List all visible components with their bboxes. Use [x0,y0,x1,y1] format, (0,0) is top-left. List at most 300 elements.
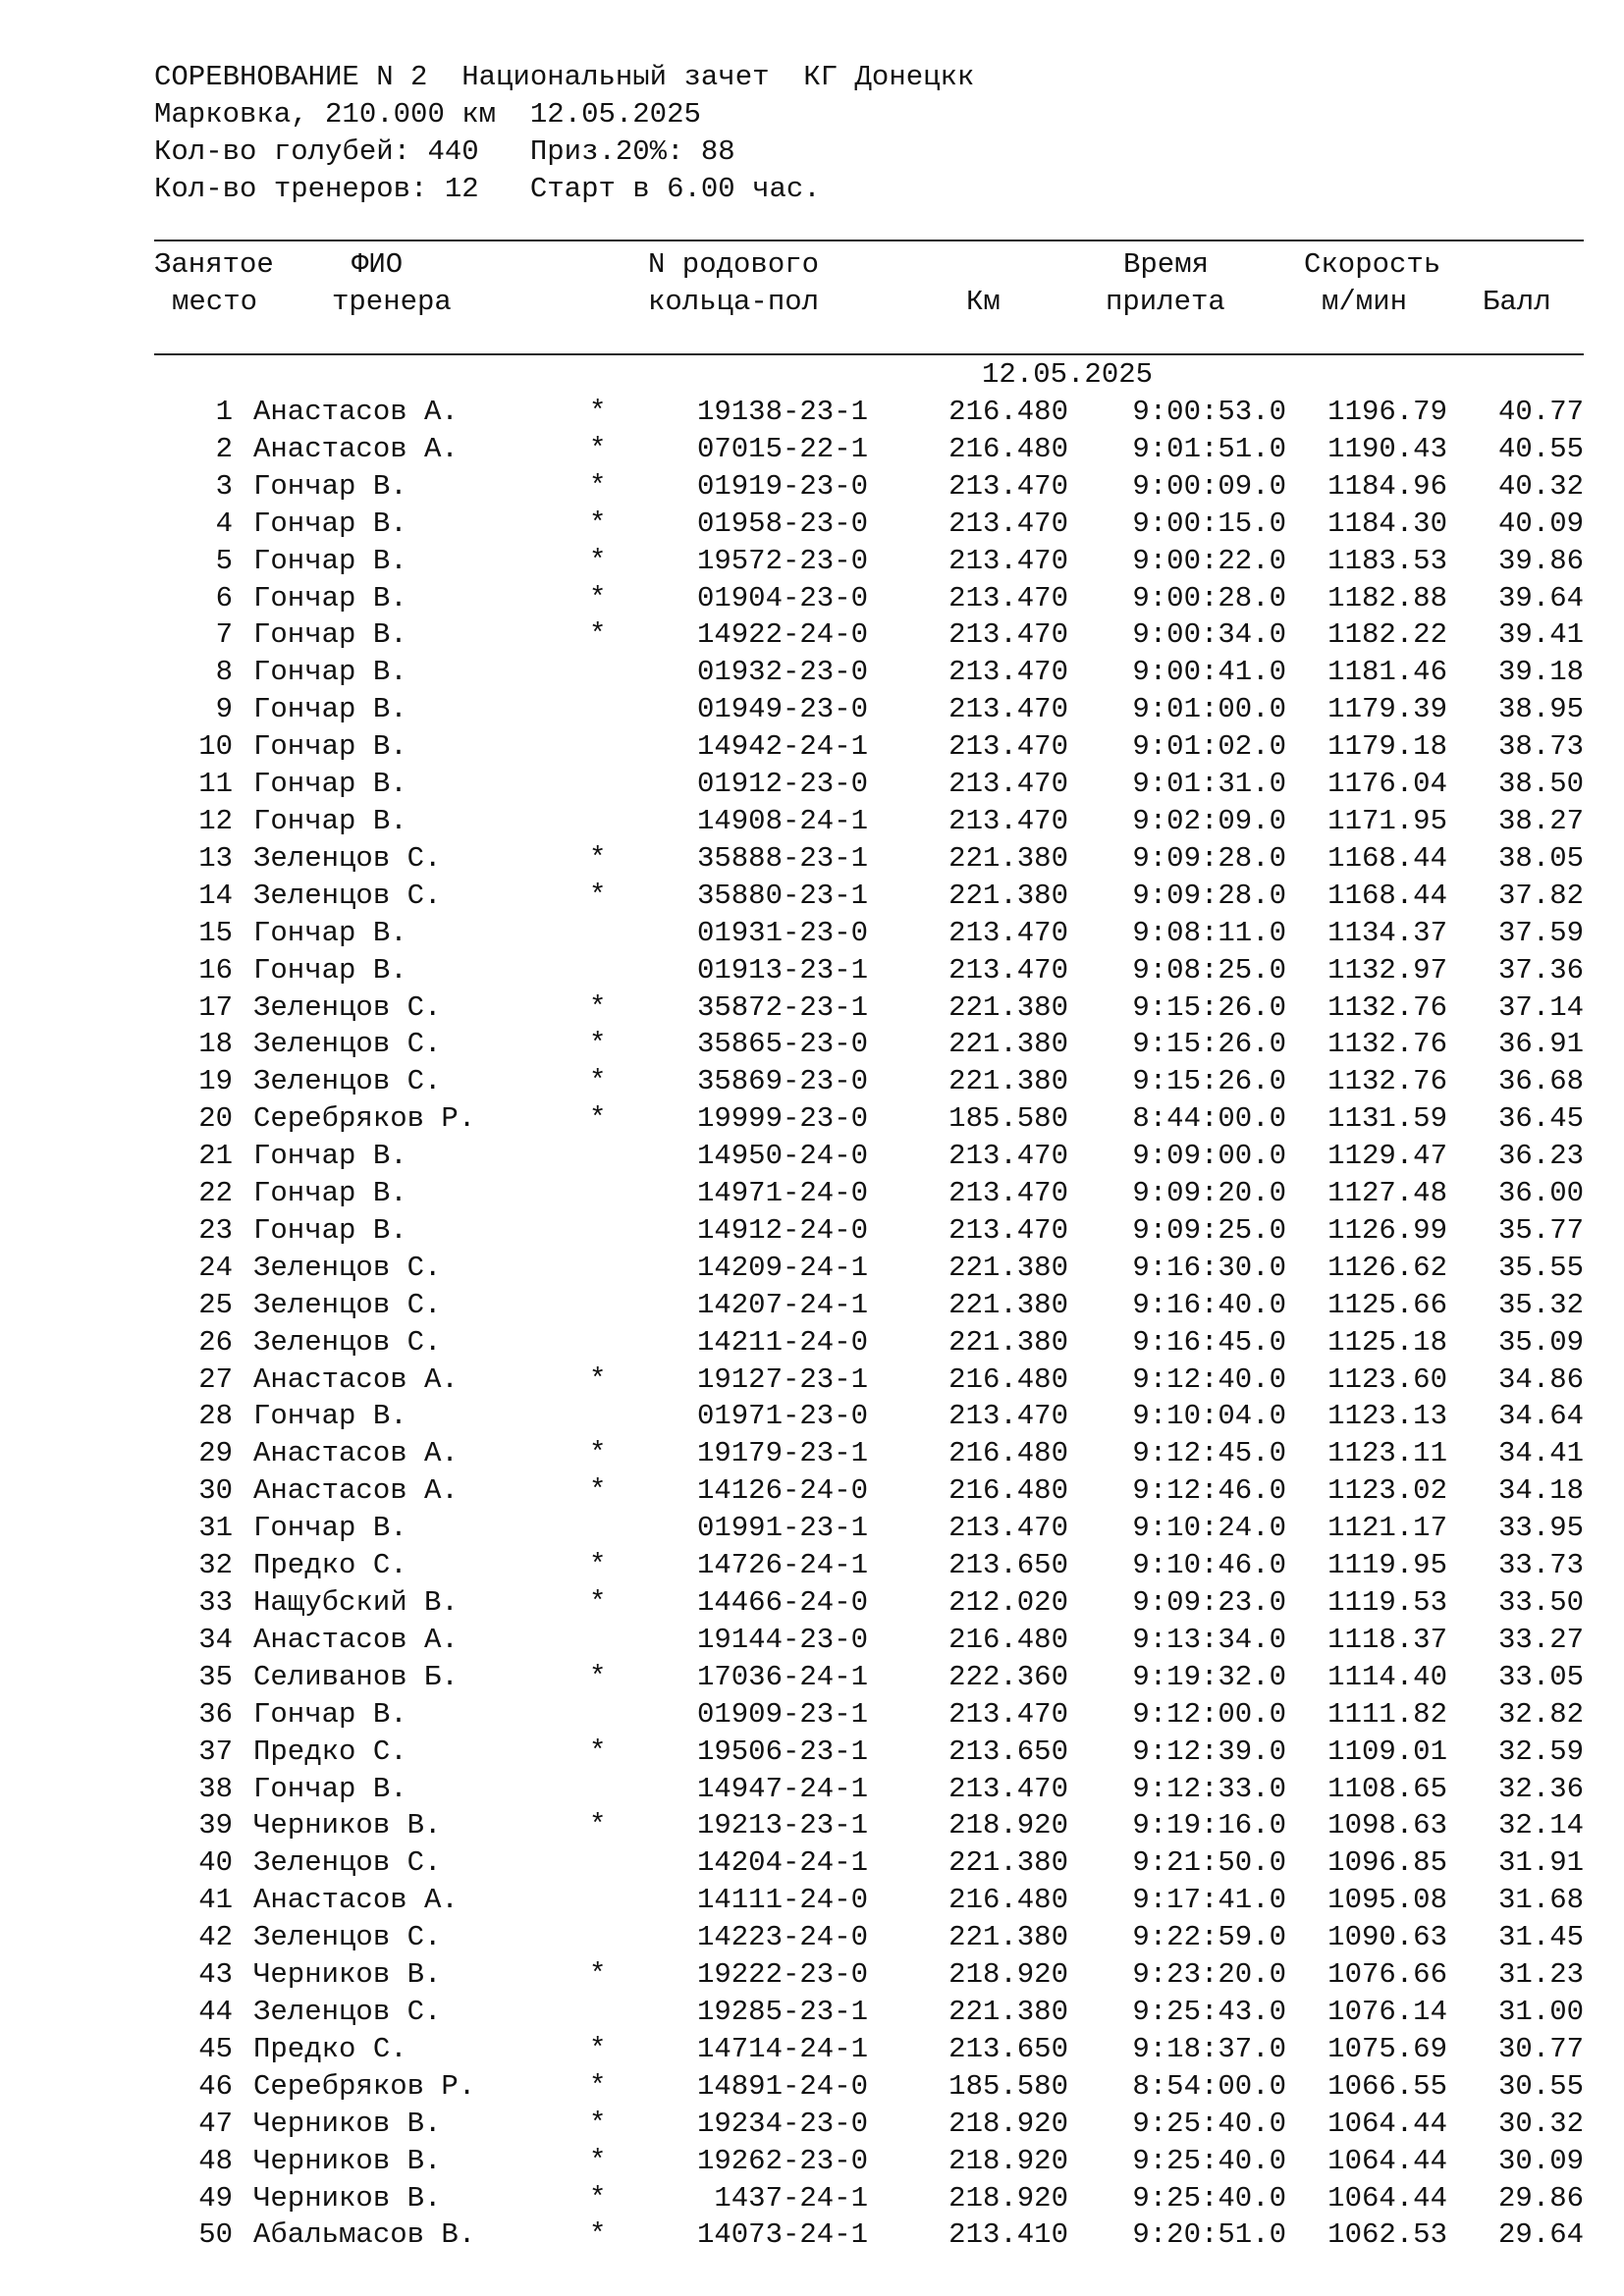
speed-cell: 1125.66 [1327,1288,1447,1321]
trainer-name-cell: Нащубский В. [253,1586,459,1619]
speed-cell: 1123.13 [1327,1400,1447,1433]
points-cell: 37.59 [1497,916,1584,949]
ring-number-cell: 19138-23-1 [696,396,868,428]
trainer-name-cell: Гончар В. [253,544,407,577]
distance-cell: 213.470 [948,544,1068,577]
distance-cell: 185.580 [948,2069,1068,2103]
speed-cell: 1123.02 [1327,1474,1447,1508]
points-cell: 30.77 [1497,2032,1584,2065]
table-row [0,1026,1624,1063]
table-row [0,1510,1624,1547]
distance-cell: 213.470 [948,618,1068,652]
table-row [0,915,1624,952]
speed-cell: 1119.95 [1327,1549,1447,1582]
place-cell: 1 [215,396,233,428]
ring-number-cell: 35872-23-1 [696,990,868,1024]
speed-cell: 1114.40 [1327,1660,1447,1693]
table-row [0,1212,1624,1250]
star-mark: * [589,1362,607,1396]
distance-cell: 216.480 [948,1474,1068,1508]
points-cell: 31.45 [1497,1921,1584,1954]
table-row [0,1175,1624,1212]
star-mark: * [589,396,607,428]
speed-cell: 1064.44 [1327,2107,1447,2140]
star-mark: * [589,1549,607,1582]
trainer-name-cell: Гончар В. [253,1512,407,1545]
speed-cell: 1123.11 [1327,1437,1447,1470]
star-mark: * [589,581,607,614]
arrival-time-cell: 9:09:28.0 [1132,879,1286,912]
trainer-name-cell: Гончар В. [253,1697,407,1731]
trainer-name-cell: Гончар В. [253,1213,407,1247]
speed-cell: 1168.44 [1327,879,1447,912]
ring-number-cell: 19144-23-0 [696,1623,868,1656]
table-row [0,1584,1624,1622]
ring-number-cell: 14204-24-1 [696,1846,868,1880]
star-mark: * [589,1474,607,1508]
ring-number-cell: 01904-23-0 [696,581,868,614]
place-cell: 49 [198,2181,233,2215]
arrival-time-cell: 9:18:37.0 [1132,2032,1286,2065]
trainer-name-cell: Гончар В. [253,507,407,540]
points-cell: 37.14 [1497,990,1584,1024]
distance-cell: 218.920 [948,1809,1068,1842]
arrival-time-cell: 9:00:53.0 [1132,396,1286,428]
trainer-name-cell: Зеленцов С. [253,1325,442,1359]
ring-number-cell: 35865-23-0 [696,1028,868,1061]
table-row [0,468,1624,506]
place-cell: 18 [198,1028,233,1061]
trainer-name-cell: Зеленцов С. [253,841,442,875]
place-cell: 22 [198,1177,233,1210]
arrival-time-cell: 9:17:41.0 [1132,1884,1286,1917]
ring-number-cell: 19572-23-0 [696,544,868,577]
place-cell: 25 [198,1288,233,1321]
col-ring-bottom: кольца-пол [648,286,820,318]
speed-cell: 1090.63 [1327,1921,1447,1954]
trainer-name-cell: Гончар В. [253,804,407,837]
speed-cell: 1132.76 [1327,1028,1447,1061]
place-cell: 8 [215,656,233,689]
place-cell: 48 [198,2144,233,2177]
distance-cell: 213.470 [948,768,1068,801]
ring-number-cell: 14912-24-0 [696,1213,868,1247]
points-cell: 31.00 [1497,1995,1584,2028]
arrival-time-cell: 9:13:34.0 [1132,1623,1286,1656]
ring-number-cell: 01913-23-1 [696,953,868,987]
table-row [0,1771,1624,1808]
ring-number-cell: 35888-23-1 [696,841,868,875]
trainer-name-cell: Гончар В. [253,730,407,764]
table-row [0,1250,1624,1287]
arrival-time-cell: 9:01:31.0 [1132,768,1286,801]
distance-cell: 212.020 [948,1586,1068,1619]
place-cell: 43 [198,1958,233,1992]
place-cell: 28 [198,1400,233,1433]
table-row [0,394,1624,431]
col-ball: Балл [1483,286,1551,318]
speed-cell: 1118.37 [1327,1623,1447,1656]
table-row [0,2143,1624,2180]
arrival-time-cell: 9:00:09.0 [1132,469,1286,503]
table-row [0,766,1624,803]
speed-cell: 1127.48 [1327,1177,1447,1210]
star-mark: * [589,544,607,577]
distance-cell: 221.380 [948,1995,1068,2028]
arrival-time-cell: 9:16:40.0 [1132,1288,1286,1321]
speed-cell: 1096.85 [1327,1846,1447,1880]
table-row [0,654,1624,691]
trainer-name-cell: Предко С. [253,1549,407,1582]
ring-number-cell: 14466-24-0 [696,1586,868,1619]
distance-cell: 213.470 [948,507,1068,540]
ring-number-cell: 17036-24-1 [696,1660,868,1693]
table-row [0,1994,1624,2031]
trainer-name-cell: Гончар В. [253,916,407,949]
date-group-label: 12.05.2025 [982,358,1154,391]
table-row [0,1844,1624,1882]
table-row [0,506,1624,543]
star-mark: * [589,2218,607,2252]
arrival-time-cell: 9:16:45.0 [1132,1325,1286,1359]
points-cell: 33.50 [1497,1586,1584,1619]
points-cell: 33.95 [1497,1512,1584,1545]
points-cell: 38.73 [1497,730,1584,764]
table-row [0,580,1624,617]
speed-cell: 1095.08 [1327,1884,1447,1917]
table-row [0,1696,1624,1734]
points-cell: 35.32 [1497,1288,1584,1321]
ring-number-cell: 35880-23-1 [696,879,868,912]
arrival-time-cell: 9:01:02.0 [1132,730,1286,764]
arrival-time-cell: 9:01:00.0 [1132,693,1286,726]
speed-cell: 1066.55 [1327,2069,1447,2103]
trainer-name-cell: Анастасов А. [253,1362,459,1396]
distance-cell: 213.410 [948,2218,1068,2252]
trainer-name-cell: Гончар В. [253,469,407,503]
points-cell: 33.73 [1497,1549,1584,1582]
points-cell: 36.23 [1497,1140,1584,1173]
table-row [0,1063,1624,1100]
distance-cell: 185.580 [948,1102,1068,1136]
speed-cell: 1182.88 [1327,581,1447,614]
place-cell: 38 [198,1772,233,1805]
ring-number-cell: 14207-24-1 [696,1288,868,1321]
table-row [0,803,1624,840]
place-cell: 21 [198,1140,233,1173]
distance-cell: 213.470 [948,1213,1068,1247]
place-cell: 5 [215,544,233,577]
header-top-rule [154,240,1584,241]
ring-number-cell: 14209-24-1 [696,1251,868,1284]
points-cell: 32.14 [1497,1809,1584,1842]
points-cell: 39.41 [1497,618,1584,652]
ring-number-cell: 01909-23-1 [696,1697,868,1731]
trainer-name-cell: Зеленцов С. [253,1288,442,1321]
trainer-name-cell: Предко С. [253,1735,407,1768]
table-row [0,691,1624,728]
speed-cell: 1129.47 [1327,1140,1447,1173]
distance-cell: 213.470 [948,1177,1068,1210]
star-mark: * [589,1586,607,1619]
competition-title: СОРЕВНОВАНИЕ N 2 Национальный зачет КГ Донецкк [154,61,975,93]
trainers-count-line: Кол-во тренеров: 12 Старт в 6.00 час. [154,173,821,205]
distance-cell: 213.470 [948,1512,1068,1545]
trainer-name-cell: Гончар В. [253,1400,407,1433]
table-row [0,952,1624,989]
points-cell: 33.05 [1497,1660,1584,1693]
table-row [0,2031,1624,2068]
distance-cell: 218.920 [948,2107,1068,2140]
speed-cell: 1183.53 [1327,544,1447,577]
arrival-time-cell: 9:01:51.0 [1132,432,1286,465]
speed-cell: 1111.82 [1327,1697,1447,1731]
arrival-time-cell: 9:02:09.0 [1132,804,1286,837]
distance-cell: 221.380 [948,1288,1068,1321]
table-row [0,1734,1624,1771]
place-cell: 4 [215,507,233,540]
distance-cell: 213.470 [948,656,1068,689]
trainer-name-cell: Черников В. [253,2181,442,2215]
trainer-name-cell: Гончар В. [253,768,407,801]
trainer-name-cell: Анастасов А. [253,432,459,465]
place-cell: 47 [198,2107,233,2140]
ring-number-cell: 19222-23-0 [696,1958,868,1992]
speed-cell: 1064.44 [1327,2144,1447,2177]
trainer-name-cell: Зеленцов С. [253,1921,442,1954]
table-row [0,1435,1624,1472]
speed-cell: 1184.30 [1327,507,1447,540]
speed-cell: 1134.37 [1327,916,1447,949]
speed-cell: 1181.46 [1327,656,1447,689]
arrival-time-cell: 9:19:32.0 [1132,1660,1286,1693]
star-mark: * [589,1958,607,1992]
star-mark: * [589,1809,607,1842]
points-cell: 34.41 [1497,1437,1584,1470]
trainer-name-cell: Гончар В. [253,581,407,614]
table-row [0,1398,1624,1435]
col-name-bottom: тренера [332,286,452,318]
speed-cell: 1176.04 [1327,768,1447,801]
arrival-time-cell: 9:08:25.0 [1132,953,1286,987]
place-cell: 24 [198,1251,233,1284]
arrival-time-cell: 9:23:20.0 [1132,1958,1286,1992]
trainer-name-cell: Предко С. [253,2032,407,2065]
arrival-time-cell: 9:10:46.0 [1132,1549,1286,1582]
place-cell: 29 [198,1437,233,1470]
arrival-time-cell: 8:44:00.0 [1132,1102,1286,1136]
arrival-time-cell: 9:00:15.0 [1132,507,1286,540]
ring-number-cell: 01991-23-1 [696,1512,868,1545]
trainer-name-cell: Зеленцов С. [253,1846,442,1880]
arrival-time-cell: 9:15:26.0 [1132,990,1286,1024]
points-cell: 31.23 [1497,1958,1584,1992]
speed-cell: 1132.76 [1327,1065,1447,1098]
distance-cell: 216.480 [948,1884,1068,1917]
trainer-name-cell: Зеленцов С. [253,879,442,912]
table-row [0,1956,1624,1994]
arrival-time-cell: 9:09:23.0 [1132,1586,1286,1619]
points-cell: 38.95 [1497,693,1584,726]
distance-cell: 213.470 [948,1400,1068,1433]
place-cell: 33 [198,1586,233,1619]
table-row [0,2180,1624,2217]
star-mark: * [589,2107,607,2140]
trainer-name-cell: Черников В. [253,2144,442,2177]
arrival-time-cell: 9:19:16.0 [1132,1809,1286,1842]
col-speed-bottom: м/мин [1322,286,1408,318]
arrival-time-cell: 9:09:25.0 [1132,1213,1286,1247]
points-cell: 33.27 [1497,1623,1584,1656]
col-time-bottom: прилета [1106,286,1225,318]
arrival-time-cell: 9:25:40.0 [1132,2144,1286,2177]
place-cell: 34 [198,1623,233,1656]
place-cell: 9 [215,693,233,726]
place-cell: 6 [215,581,233,614]
distance-cell: 222.360 [948,1660,1068,1693]
star-mark: * [589,1735,607,1768]
arrival-time-cell: 9:25:40.0 [1132,2181,1286,2215]
distance-cell: 221.380 [948,841,1068,875]
ring-number-cell: 19213-23-1 [696,1809,868,1842]
distance-cell: 218.920 [948,1958,1068,1992]
table-row [0,1882,1624,1919]
place-cell: 36 [198,1697,233,1731]
arrival-time-cell: 9:22:59.0 [1132,1921,1286,1954]
trainer-name-cell: Гончар В. [253,1177,407,1210]
distance-cell: 221.380 [948,1921,1068,1954]
trainer-name-cell: Анастасов А. [253,1884,459,1917]
distance-cell: 216.480 [948,1623,1068,1656]
arrival-time-cell: 9:16:30.0 [1132,1251,1286,1284]
place-cell: 10 [198,730,233,764]
place-cell: 35 [198,1660,233,1693]
arrival-time-cell: 8:54:00.0 [1132,2069,1286,2103]
points-cell: 35.77 [1497,1213,1584,1247]
ring-number-cell: 19285-23-1 [696,1995,868,2028]
distance-cell: 221.380 [948,1028,1068,1061]
speed-cell: 1075.69 [1327,2032,1447,2065]
points-cell: 31.68 [1497,1884,1584,1917]
points-cell: 38.50 [1497,768,1584,801]
points-cell: 37.82 [1497,879,1584,912]
place-cell: 27 [198,1362,233,1396]
col-time-top: Время [1123,248,1210,281]
arrival-time-cell: 9:10:24.0 [1132,1512,1286,1545]
points-cell: 35.55 [1497,1251,1584,1284]
speed-cell: 1196.79 [1327,396,1447,428]
distance-cell: 216.480 [948,432,1068,465]
speed-cell: 1125.18 [1327,1325,1447,1359]
table-row [0,2106,1624,2143]
star-mark: * [589,1660,607,1693]
col-place-top: Занятое [154,248,274,281]
arrival-time-cell: 9:20:51.0 [1132,2218,1286,2252]
speed-cell: 1119.53 [1327,1586,1447,1619]
star-mark: * [589,2069,607,2103]
trainer-name-cell: Анастасов А. [253,1623,459,1656]
table-row [0,1919,1624,1956]
speed-cell: 1098.63 [1327,1809,1447,1842]
table-row [0,616,1624,654]
star-mark: * [589,841,607,875]
distance-cell: 213.650 [948,1735,1068,1768]
place-cell: 19 [198,1065,233,1098]
col-km: Км [966,286,1001,318]
points-cell: 31.91 [1497,1846,1584,1880]
star-mark: * [589,507,607,540]
table-row [0,1547,1624,1584]
trainer-name-cell: Гончар В. [253,618,407,652]
speed-cell: 1126.62 [1327,1251,1447,1284]
points-cell: 30.55 [1497,2069,1584,2103]
points-cell: 38.27 [1497,804,1584,837]
ring-number-cell: 14223-24-0 [696,1921,868,1954]
distance-cell: 213.470 [948,730,1068,764]
star-mark: * [589,1065,607,1098]
trainer-name-cell: Гончар В. [253,1772,407,1805]
ring-number-cell: 01949-23-0 [696,693,868,726]
arrival-time-cell: 9:15:26.0 [1132,1065,1286,1098]
ring-number-cell: 14891-24-0 [696,2069,868,2103]
place-cell: 7 [215,618,233,652]
ring-number-cell: 19999-23-0 [696,1102,868,1136]
distance-cell: 213.470 [948,1772,1068,1805]
distance-cell: 221.380 [948,1846,1068,1880]
arrival-time-cell: 9:00:34.0 [1132,618,1286,652]
col-place-bottom: место [172,286,258,318]
trainer-name-cell: Селиванов Б. [253,1660,459,1693]
table-row [0,1287,1624,1324]
distance-cell: 221.380 [948,1251,1068,1284]
points-cell: 35.09 [1497,1325,1584,1359]
star-mark: * [589,1102,607,1136]
distance-cell: 218.920 [948,2144,1068,2177]
ring-number-cell: 19506-23-1 [696,1735,868,1768]
points-cell: 29.86 [1497,2181,1584,2215]
arrival-time-cell: 9:09:00.0 [1132,1140,1286,1173]
arrival-time-cell: 9:12:33.0 [1132,1772,1286,1805]
ring-number-cell: 14714-24-1 [696,2032,868,2065]
points-cell: 38.05 [1497,841,1584,875]
place-cell: 30 [198,1474,233,1508]
release-point-line: Марковка, 210.000 км 12.05.2025 [154,98,701,131]
place-cell: 50 [198,2218,233,2252]
table-row [0,878,1624,915]
speed-cell: 1171.95 [1327,804,1447,837]
table-row [0,1362,1624,1399]
points-cell: 37.36 [1497,953,1584,987]
table-row [0,728,1624,766]
place-cell: 11 [198,768,233,801]
speed-cell: 1132.76 [1327,990,1447,1024]
ring-number-cell: 19127-23-1 [696,1362,868,1396]
trainer-name-cell: Гончар В. [253,953,407,987]
trainer-name-cell: Серебряков Р. [253,2069,476,2103]
distance-cell: 216.480 [948,1362,1068,1396]
points-cell: 39.86 [1497,544,1584,577]
speed-cell: 1179.18 [1327,730,1447,764]
ring-number-cell: 14126-24-0 [696,1474,868,1508]
table-row [0,1807,1624,1844]
table-row [0,1622,1624,1659]
star-mark: * [589,469,607,503]
star-mark: * [589,2181,607,2215]
trainer-name-cell: Абальмасов В. [253,2218,476,2252]
distance-cell: 221.380 [948,879,1068,912]
place-cell: 32 [198,1549,233,1582]
place-cell: 40 [198,1846,233,1880]
